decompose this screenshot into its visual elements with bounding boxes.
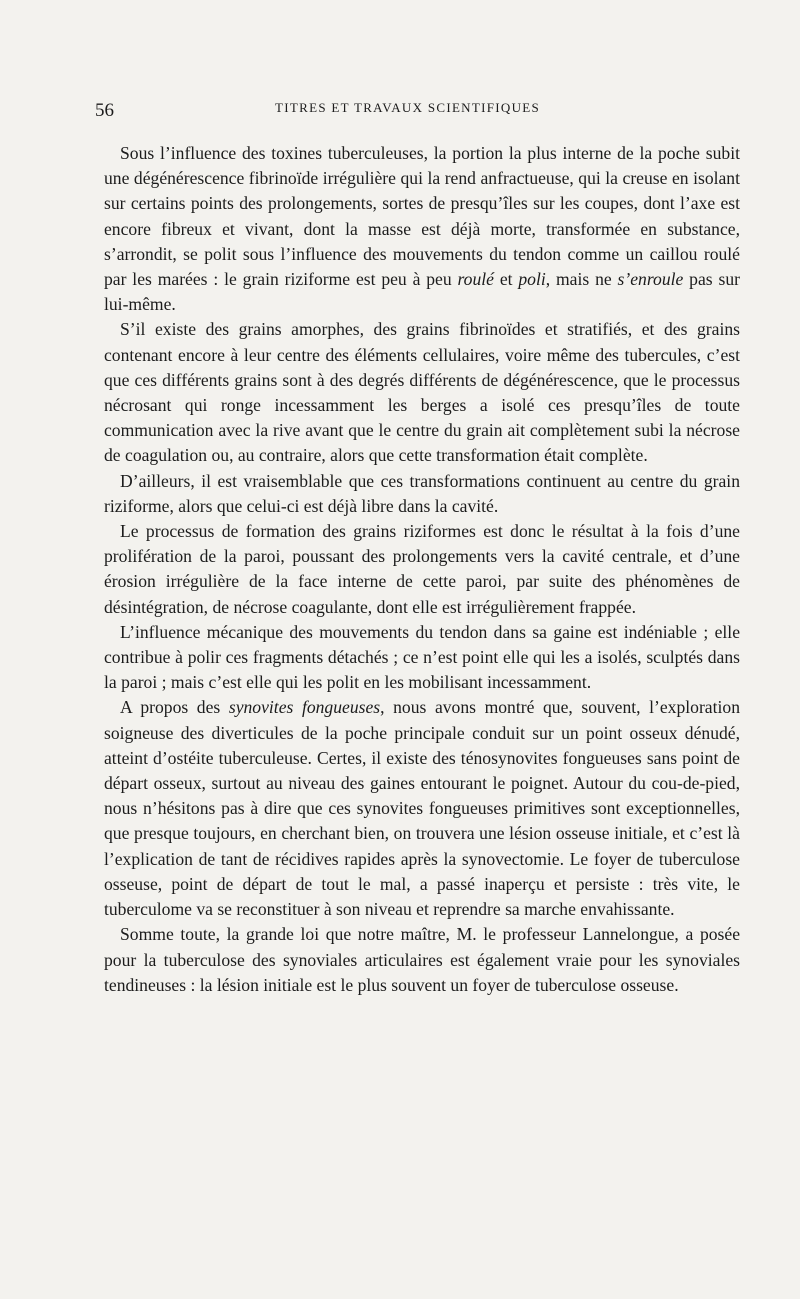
paragraph-grain-formation: Sous l’influence des toxines tuberculeuses, la portion la plus interne de la poche subit une dégénérescence fibrinoïde irrégulière qui la rend anfractueuse, qui la creuse en isolant sur certains points des prolongements, sortes de presqu’îles sur les coupes, dont l’axe est encore fibreux et vivant, dont la masse est déjà morte, transformée en substance, s’arrondit, se polit sous l’influence des mouvements du tendon comme un caillou roulé par les marées : le grain riziforme est peu à peu roulé et poli, mais ne s’enroule pas sur lui-même. [104,143,740,315]
italic-term-poli: poli [518,269,546,290]
paragraph-mechanical-influence: L’influence mécanique des mouvements du tendon dans sa gaine est indéniable ; elle contribue à polir ces fragments détachés ; ce n’est point elle qui les a isolés, sculptés dans la paroi ; mais c’est elle qui les polit en les mobilisant incessamment. [104,621,740,693]
running-title: TITRES ET TRAVAUX SCIENTIFIQUES [275,100,541,115]
italic-term-roule: roulé [457,269,494,290]
paragraph-conclusion: Somme toute, la grande loi que notre maître, M. le professeur Lannelongue, a posée pour la tuberculose des synoviales articulaires est également vraie pour les synoviales tendineuses : la lésion initiale est le plus souvent un foyer de tuberculose osseuse. [104,924,740,995]
italic-term-senroule: s’enroule [617,269,684,290]
paragraph-transformations: D’ailleurs, il est vraisemblable que ces transformations continuent au centre du grain riziforme, alors que celui-ci est déjà libre dans la cavité. [104,470,740,516]
paragraph-formation-process: Le processus de formation des grains riziformes est donc le résultat à la fois d’une prolifération de la paroi, poussant des prolongements vers la cavité centrale, et d’une érosion irrégulière de la face interne de cette paroi, par suite des phénomènes de désintégration, de nécrose coagulante, dont elle est irrégulièrement frappée. [104,521,740,617]
page-header [95,100,740,128]
paragraph-grain-types: S’il existe des grains amorphes, des grains fibrinoïdes et stratifiés, et des grains contenant encore à leur centre des éléments cellulaires, voire même des tubercules, c’est que ces différents grains sont à des degrés différents de dégénérescence, que le processus nécrosant qui ronge incessamment les berges a isolé ces presqu’îles de toute communication avec la rive avant que le centre du grain ait complètement subi la nécrose de coagulation ou, au contraire, alors que cette transformation était complète. [104,319,740,466]
body-text [104,141,740,998]
page-number: 56 [95,100,114,121]
italic-term-synovites-fongueuses: synovites fongueuses [228,697,381,718]
paragraph-fungous-synovitis: A propos des synovites fongueuses, nous avons montré que, souvent, l’exploration soigneuse des diverticules de la poche principale conduit sur un point osseux dénudé, atteint d’ostéite tuberculeuse. Certes, il existe des ténosynovites fongueuses sans point de départ osseux, surtout au niveau des gaines entourant le poignet. Autour du cou-de-pied, nous n’hésitons pas à dire que ces synovites fongueuses primitives sont exceptionnelles, que presque toujours, en cherchant bien, on trouvera une lésion osseuse initiale, et c’est là l’explication de tant de récidives rapides après la synovectomie. Le foyer de tuberculose osseuse, point de départ de tout le mal, a passé inaperçu et persiste : très vite, le tuberculome va se reconstituer à son niveau et reprendre sa marche envahissante. [104,697,740,920]
